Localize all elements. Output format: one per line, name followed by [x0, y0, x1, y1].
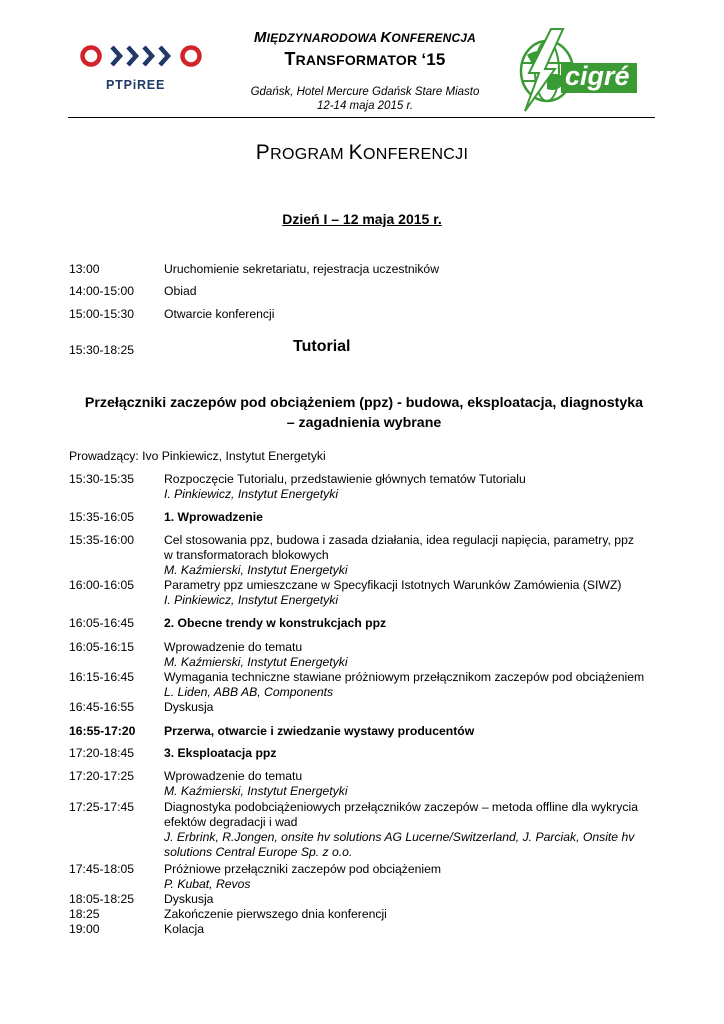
schedule-time: 17:45-18:05	[69, 862, 135, 876]
moderator: Prowadzący: Ivo Pinkiewicz, Instytut Energetyki	[69, 449, 326, 463]
conference-venue: Gdańsk, Hotel Mercure Gdańsk Stare Miasto	[250, 86, 480, 98]
schedule-time: 16:00-16:05	[69, 578, 135, 592]
schedule-time: 17:25-17:45	[69, 800, 135, 814]
schedule-item: Dyskusja	[164, 892, 214, 906]
conference-name-line1: MIĘDZYNARODOWA KONFERENCJA	[253, 29, 477, 46]
schedule-block-heading: 1. Wprowadzenie	[164, 510, 263, 524]
intro-time: 15:00-15:30	[69, 307, 135, 321]
schedule-time: 17:20-17:25	[69, 769, 135, 783]
schedule-item: Kolacja	[164, 922, 204, 936]
schedule-item: Dyskusja	[164, 700, 214, 714]
schedule-time: 15:30-15:35	[69, 472, 135, 486]
schedule-item: Próżniowe przełączniki zaczepów pod obciążeniem P. Kubat, Revos	[164, 862, 442, 891]
header-divider	[68, 117, 655, 118]
conference-name-line2: TRANSFORMATOR ‘15	[284, 49, 446, 69]
conference-dates: 12-14 maja 2015 r.	[316, 100, 414, 112]
intro-time: 14:00-15:00	[69, 284, 135, 298]
schedule-time: 15:35-16:05	[69, 510, 135, 524]
schedule-item: Parametry ppz umieszczane w Specyfikacji Istotnych Warunków Zamówienia (SIWZ) I. Pinkiewicz, Instytut Energetyki	[164, 578, 622, 607]
intro-desc: Obiad	[164, 284, 197, 298]
ptpiree-logo-mark	[78, 44, 212, 78]
ptpiree-logo-text: PTPiREE	[106, 78, 166, 92]
schedule-time: 16:45-16:55	[69, 700, 135, 714]
schedule-item: Wprowadzenie do tematu M. Kaźmierski, Instytut Energetyki	[164, 640, 348, 669]
program-title: PROGRAM KONFERENCJI	[255, 141, 469, 164]
tutorial-heading: Tutorial	[293, 338, 351, 355]
schedule-item: Wprowadzenie do tematu M. Kaźmierski, Instytut Energetyki	[164, 769, 348, 798]
schedule-time: 19:00	[69, 922, 100, 936]
intro-time: 13:00	[69, 262, 100, 276]
cigre-logo	[517, 25, 640, 113]
schedule-item: Zakończenie pierwszego dnia konferencji	[164, 907, 387, 921]
schedule-block-heading: 3. Eksploatacja ppz	[164, 746, 277, 760]
schedule-break: Przerwa, otwarcie i zwiedzanie wystawy producentów	[164, 724, 475, 738]
intro-desc: Uruchomienie sekretariatu, rejestracja uczestników	[164, 262, 440, 276]
schedule-time: 18:05-18:25	[69, 892, 135, 906]
intro-time: 15:30-18:25	[69, 343, 135, 357]
schedule-item: Wymagania techniczne stawiane próżniowym przełącznikom zaczepów pod obciążeniem L. Liden, ABB AB, Components	[164, 670, 645, 699]
tutorial-section-title: Przełączniki zaczepów pod obciążeniem (ppz) - budowa, eksploatacja, diagnostyka – zagadnienia wybrane	[84, 395, 644, 431]
cigre-logo-text: cigré	[565, 61, 630, 91]
schedule-time: 16:55-17:20	[69, 724, 136, 738]
schedule-time: 16:15-16:45	[69, 670, 135, 684]
ptpiree-logo	[78, 44, 212, 98]
day-title: Dzień I – 12 maja 2015 r.	[282, 211, 442, 227]
schedule-time: 16:05-16:15	[69, 640, 135, 654]
schedule-time: 17:20-18:45	[69, 746, 135, 760]
schedule-block-heading: 2. Obecne trendy w konstrukcjach ppz	[164, 616, 387, 630]
intro-desc: Otwarcie konferencji	[164, 307, 275, 321]
schedule-item: Rozpoczęcie Tutorialu, przedstawienie głównych tematów Tutorialu I. Pinkiewicz, Instytut Energetyki	[164, 472, 526, 501]
schedule-time: 15:35-16:00	[69, 533, 135, 547]
schedule-item: Diagnostyka podobciążeniowych przełączników zaczepów – metoda offline dla wykrycia efektów degradacji i wad J. Erbrink, R.Jongen, onsite hv solutions AG Lucerne/Switzerland, J. Parciak, Onsite hv solutions Central Europe Sp. z o.o.	[164, 800, 638, 859]
schedule-time: 18:25	[69, 907, 100, 921]
schedule-item: Cel stosowania ppz, budowa i zasada działania, idea regulacji napięcia, parametry, ppz w transformatorach blokowych M. Kaźmierski, Instytut Energetyki	[164, 533, 634, 577]
schedule-time: 16:05-16:45	[69, 616, 135, 630]
